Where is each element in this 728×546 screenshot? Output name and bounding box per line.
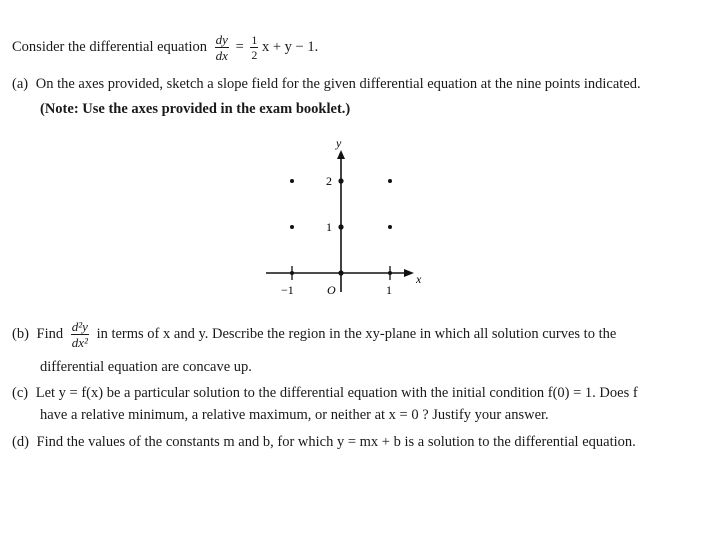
x-tick-label-neg1: −1	[281, 283, 294, 297]
grid-point	[338, 224, 343, 229]
derivative-fraction	[215, 33, 229, 62]
equation-rest: x + y − 1.	[262, 38, 319, 55]
half-fraction	[250, 34, 258, 61]
y-axis-label: y	[336, 136, 342, 150]
grid-point	[388, 271, 392, 275]
half-numerator: 1	[251, 33, 258, 47]
equals-sign: =	[235, 38, 244, 55]
part-c-text-2: have a relative minimum, a relative maximum, or neither at x = 0 ? Justify your answer.	[40, 407, 549, 423]
grid-point	[388, 225, 392, 229]
part-b-text-2: differential equation are concave up.	[40, 359, 252, 375]
half-denominator: 2	[251, 48, 258, 62]
x-axis-label: x	[416, 272, 422, 286]
grid-point	[388, 179, 392, 183]
y-tick-label-1: 1	[326, 220, 332, 234]
part-a-note: (Note: Use the axes provided in the exam booklet.)	[40, 101, 351, 117]
part-a-label: (a)	[12, 76, 29, 92]
part-c-text: Let y = f(x) be a particular solution to the differential equation with the initial condition f(0) = 1. Does f	[35, 385, 638, 401]
part-c	[12, 385, 638, 402]
part-c-label: (c)	[12, 385, 29, 401]
second-derivative-denominator: dx²	[71, 335, 88, 350]
part-d-text: Find the values of the constants m and b, for which y = mx + b is a solution to the differential equation.	[36, 434, 636, 450]
y-tick-label-2: 2	[326, 174, 332, 188]
part-b	[12, 320, 616, 349]
part-a	[12, 76, 641, 93]
origin-label: O	[327, 283, 336, 297]
part-a-text: On the axes provided, sketch a slope field for the given differential equation at the nine points indicated.	[35, 76, 641, 92]
grid-point	[290, 179, 294, 183]
part-b-text: in terms of x and y. Describe the region in the xy-plane in which all solution curves to the	[96, 325, 617, 342]
derivative-numerator: dy	[215, 32, 228, 47]
y-axis-arrow	[337, 150, 345, 159]
part-d	[12, 434, 636, 451]
grid-point	[290, 225, 294, 229]
part-d-label: (d)	[12, 434, 29, 450]
intro-lead: Consider the differential equation	[12, 38, 208, 55]
grid-point	[290, 271, 294, 275]
derivative-denominator: dx	[215, 48, 228, 63]
part-b-label: (b)	[12, 325, 29, 342]
grid-point	[338, 270, 343, 275]
second-derivative-fraction	[71, 320, 89, 349]
part-b-find: Find	[36, 325, 64, 342]
intro-line	[12, 33, 318, 62]
second-derivative-numerator: d²y	[71, 319, 88, 334]
x-axis-arrow	[404, 269, 414, 277]
grid-point	[338, 178, 343, 183]
x-tick-label-1: 1	[386, 283, 392, 297]
